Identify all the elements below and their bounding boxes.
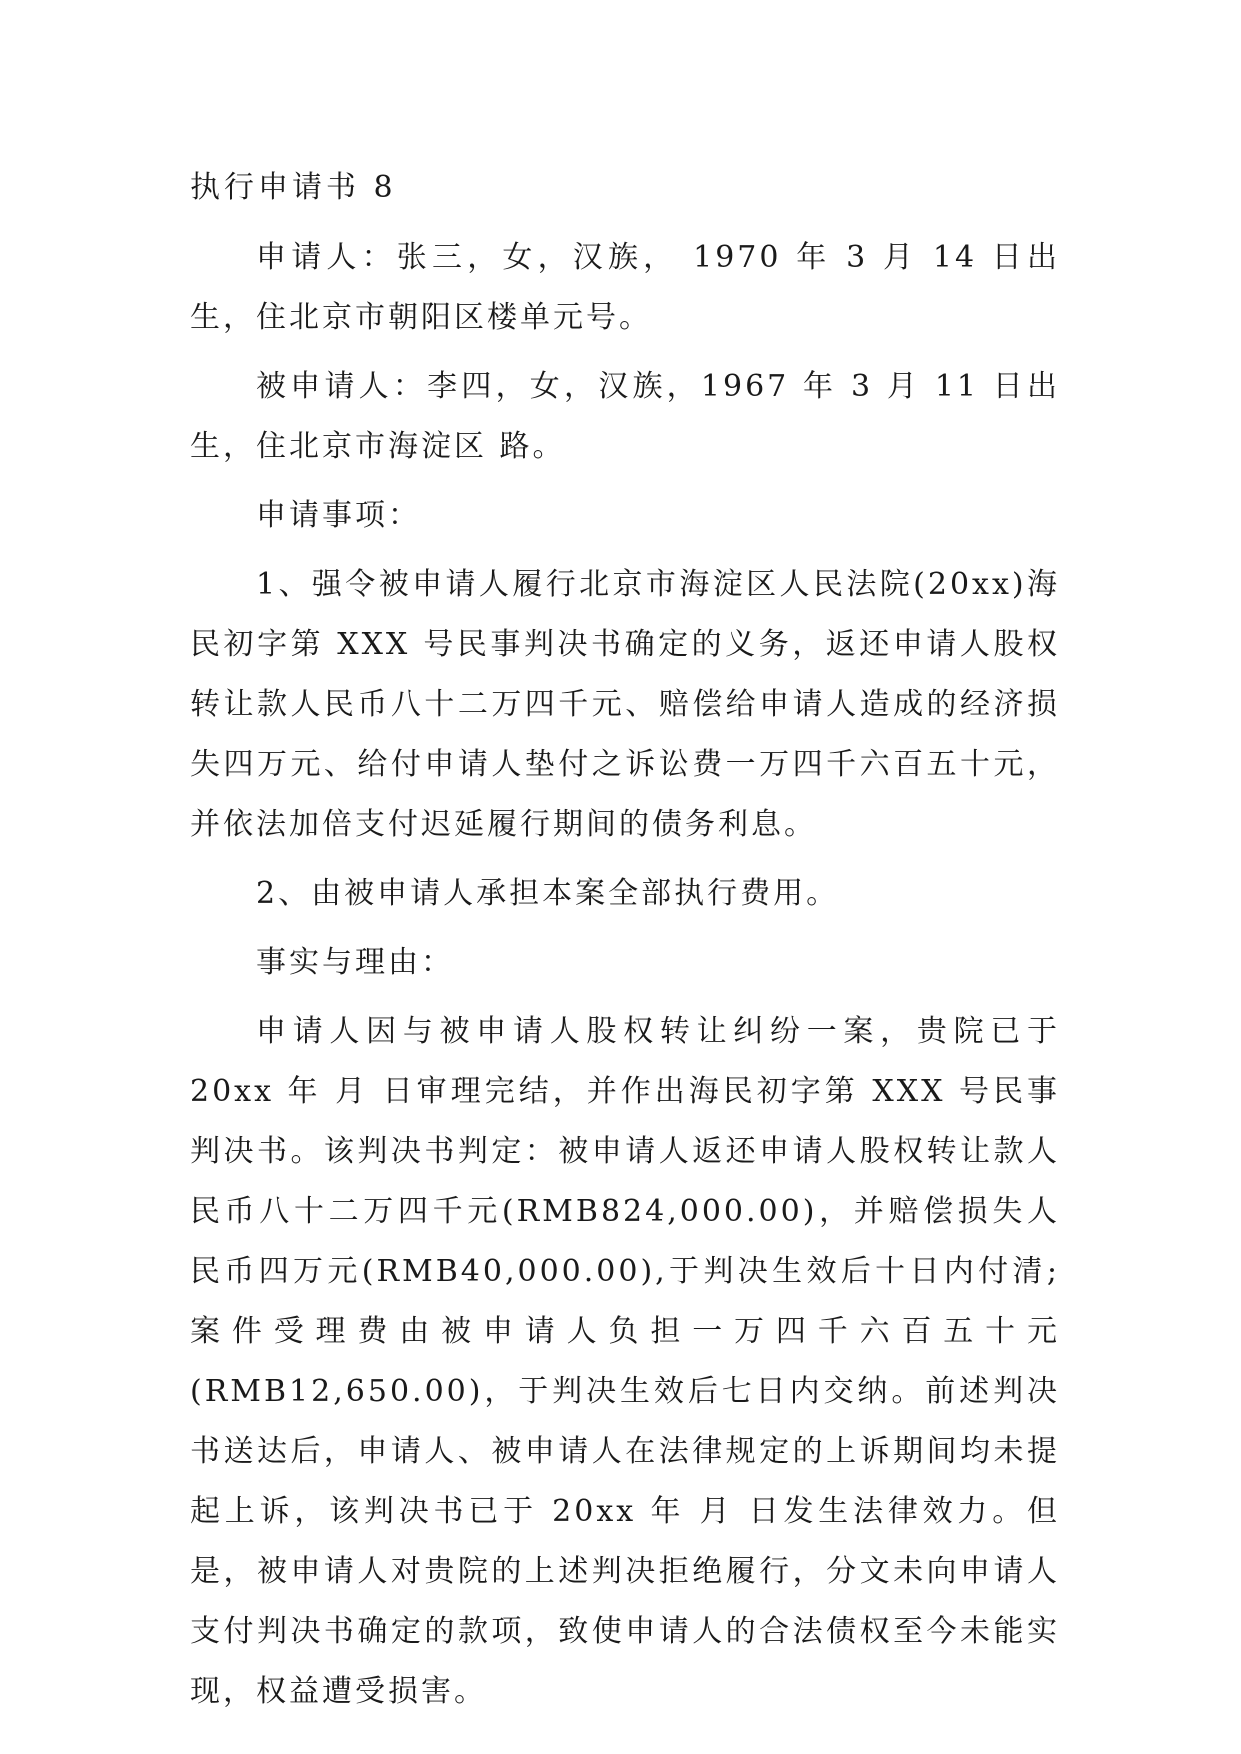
respondent-paragraph: 被申请人：李四，女，汉族，1967 年 3 月 11 日出生，住北京市海淀区 路。: [190, 369, 1060, 464]
document-title: 执行申请书 8: [190, 170, 397, 205]
claim-item-1: 1、强令被申请人履行北京市海淀区人民法院(20xx)海民初字第 XXX 号民事判决书确定的义务，返还申请人股权转让款人民币八十二万四千元、赔偿给申请人造成的经济损失四万元、给付申请人垫付之诉讼费一万四千六百五十元，并依法加倍支付迟延履行期间的债务利息。: [190, 567, 1060, 842]
claim-item-2: 2、由被申请人承担本案全部执行费用。: [256, 876, 840, 911]
facts-paragraph: 申请人因与被申请人股权转让纠纷一案，贵院已于 20xx 年 月 日审理完结，并作出海民初字第 XXX 号民事判决书。该判决书判定：被申请人返还申请人股权转让款人民币八十二万四千元(RMB824,000.00)，并赔偿损失人民币四万元(RMB40,000.00),于判决生效后十日内付清;案件受理费由被申请人负担一万四千六百五十元(RMB12,650.00)，于判决生效后七日内交纳。前述判决书送达后，申请人、被申请人在法律规定的上诉期间均未提起上诉，该判决书已于 20xx 年 月 日发生法律效力。但是，被申请人对贵院的上述判决拒绝履行，分文未向申请人支付判决书确定的款项，致使申请人的合法债权至今未能实现，权益遭受损害。: [190, 1014, 1060, 1709]
applicant-paragraph: 申请人：张三，女，汉族， 1970 年 3 月 14 日出生，住北京市朝阳区楼单元号。: [190, 240, 1060, 335]
claims-heading: 申请事项：: [256, 498, 421, 533]
document-body: [190, 158, 1060, 1731]
facts-heading: 事实与理由：: [256, 945, 454, 980]
